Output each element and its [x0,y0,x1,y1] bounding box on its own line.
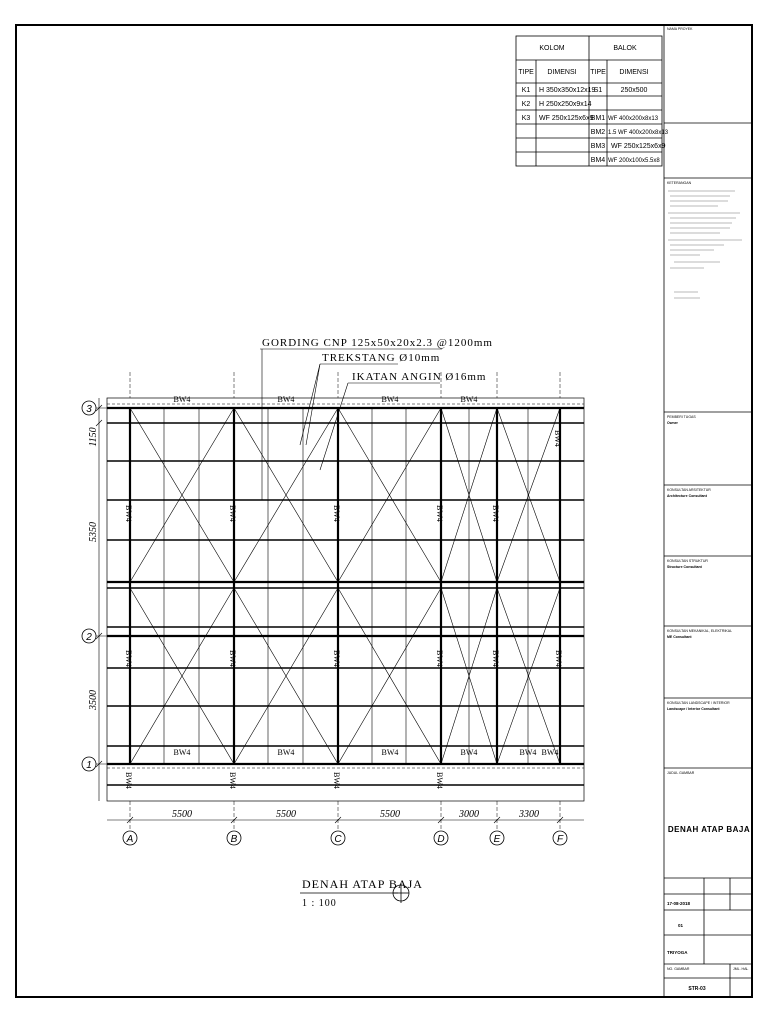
balok-dimensi: 250x500 [620,87,648,94]
caption-title: DENAH ATAP BAJA [302,877,423,891]
no-gambar-label: NO. GAMBAR [667,967,690,971]
title-block [664,24,753,998]
konsultan-landscape-value: Landscape / Interior Consultant [667,707,720,711]
beam-label-vertical: BW4 [124,650,133,667]
kolom-tipe: K3 [521,115,531,122]
beam-label: BW4 [381,395,399,404]
ikatan-annotation: IKATAN ANGIN Ø16mm [352,371,487,383]
beam-label: BW4 [173,748,191,757]
rev-value: 01 [678,923,684,928]
pemberi-tugas-label: PEMBERI TUGAS [667,415,696,419]
grid-extensions [130,372,560,830]
beam-label: BW4 [173,395,191,404]
pemberi-tugas-value: Owner [667,421,678,425]
balok-tipe: BM1 [590,115,606,122]
y-dimension: 1150 [88,427,99,447]
gording-purlins [107,423,584,785]
kolom-dimensi: H 350x350x12x19 [539,87,596,94]
gording-annotation: GORDING CNP 125x50x20x2.3 @1200mm [262,337,493,349]
annotations [260,337,493,500]
x-dimension: 5500 [276,809,296,820]
grid-bubble-label: F [556,834,564,845]
grid-bubble-label: 1 [86,760,92,771]
beam-label-vertical: BW4 [228,650,237,667]
beam-label-vertical: BW4 [332,650,341,667]
beam-label: BW4 [381,748,399,757]
balok-tipe: BM4 [590,157,606,164]
konsultan-arsitektur-label: KONSULTAN ARSITEKTUR [667,488,711,492]
x-dimension: 3300 [519,809,539,820]
beam-label-vertical: BW4 [554,650,563,667]
balok-tipe-header: TIPE [590,69,606,76]
grid-bubble-label: 2 [86,632,92,643]
beam-label: BW4 [519,748,537,757]
beam-label-vertical: BW4 [124,505,133,522]
keterangan-label: KETERANGAN [667,181,692,185]
konsultan-struktur-label: KONSULTAN STRUKTUR [667,559,708,563]
balok-dimensi: WF 250x125x6x9 [611,143,666,150]
kolom-tipe-header: TIPE [518,69,534,76]
balok-tipe: BM3 [590,143,606,150]
konsultan-arsitektur-value: Architecture Consultant [667,494,707,498]
y-dimension: 5350 [88,522,99,542]
jml-hal-label: JML. HAL [733,967,749,971]
balok-tipe: S1 [593,87,603,94]
kolom-header: KOLOM [539,45,565,52]
x-dimension: 5500 [380,809,400,820]
sheet-number: STR-03 [688,986,706,992]
beam-label-vertical: BW4 [491,650,500,667]
grid-bubble-label: 3 [86,404,92,415]
beam-label: BW4 [277,748,295,757]
grid-bubble-label: E [493,834,501,845]
kolom-rows [522,87,596,122]
column-grid-bubbles [123,831,567,845]
beam-label-vertical: BW4 [228,772,237,789]
x-dimension: 3000 [459,809,479,820]
beam-label: BW4 [541,748,559,757]
nama-proyek-label: NAMA PROYEK [667,27,693,31]
balok-tipe: BM2 [590,129,606,136]
kolom-dimensi: WF 250x125x6x9 [539,115,594,122]
grid-bubble-label: C [334,834,342,845]
beam-label: BW4 [553,430,562,447]
judul-gambar-value: DENAH ATAP BAJA [667,825,751,834]
x-dimension: 5500 [172,809,192,820]
beam-label-vertical: BW4 [435,772,444,789]
balok-dimensi: WF 200x100x5.5x8 [608,158,660,164]
grid-bubble-label: B [230,834,238,845]
row-grid-bubbles [82,401,96,771]
beam-label: BW4 [460,748,478,757]
konsultan-mep-value: ME Consultant [667,635,692,639]
roof-framing-plan [107,372,584,830]
name-value: TRIYOGA [667,950,688,955]
beam-label: BW4 [460,395,478,404]
beam-label: BW4 [277,395,295,404]
balok-dimensi-header: DIMENSI [619,69,649,76]
y-dimension: 3500 [88,690,99,710]
konsultan-mep-label: KONSULTAN MEKANIKAL, ELEKTRIKAL [667,629,733,633]
balok-dimensi: 1.5 WF 400x200x8x13 [608,130,669,136]
beam-label-vertical: BW4 [435,505,444,522]
beam-label-vertical: BW4 [228,505,237,522]
keterangan-notes [668,191,742,298]
beam-label-vertical: BW4 [491,505,500,522]
drawing-caption [300,877,423,909]
konsultan-struktur-value: Structure Consultant [667,565,702,569]
beam-label-vertical: BW4 [332,772,341,789]
judul-gambar-label: JUDUL GAMBAR [667,771,695,775]
grid-bubble-label: A [126,834,134,845]
title-block-texts [667,27,750,992]
konsultan-landscape-label: KONSULTAN LANDSCAPE / INTERIOR [667,701,730,705]
kolom-tipe: K2 [521,101,531,108]
balok-dimensi: WF 400x200x8x13 [608,116,659,122]
y-dimension-chain [90,398,107,801]
kolom-dimensi-header: DIMENSI [547,69,577,76]
caption-scale: 1 : 100 [302,898,337,909]
date-value: 17-08-2018 [667,901,691,906]
trekstang-annotation: TREKSTANG Ø10mm [322,352,441,364]
beam-label-vertical: BW4 [332,505,341,522]
beam-label-vertical: BW4 [435,650,444,667]
beam-label-vertical: BW4 [124,772,133,789]
balok-rows [591,87,669,164]
balok-header: BALOK [613,45,637,52]
grid-bubble-label: D [437,834,445,845]
kolom-tipe: K1 [521,87,531,94]
kolom-dimensi: H 250x250x9x14 [539,101,592,108]
